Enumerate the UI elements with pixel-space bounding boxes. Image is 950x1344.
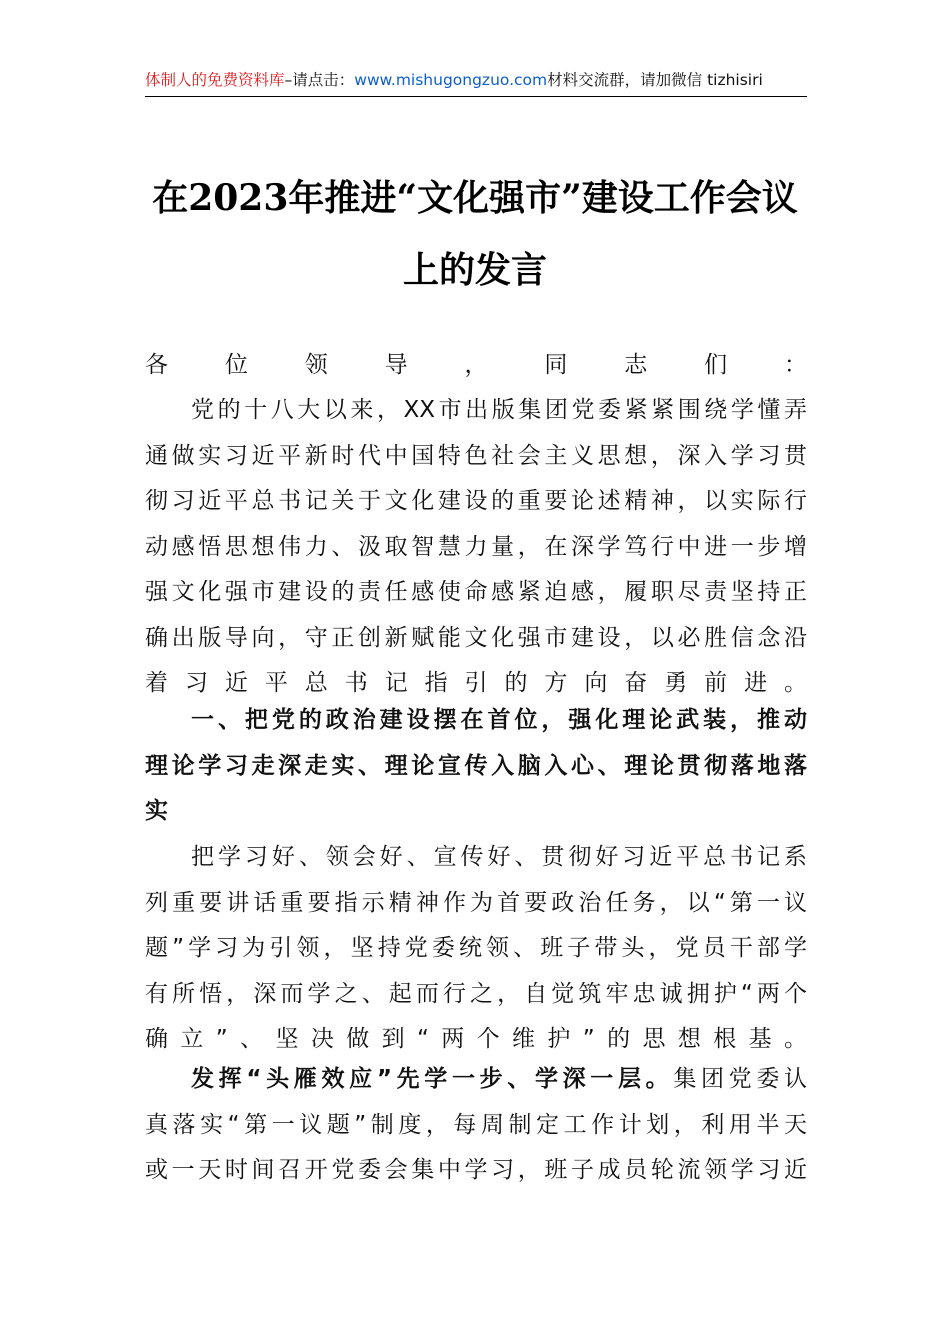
header-tail: 材料交流群，请加微信 tizhisiri: [547, 71, 763, 89]
header-prompt: –请点击：: [284, 71, 355, 89]
salutation: 各位领导，同志们：: [145, 352, 807, 378]
intro-line: 着习近平总书记指引的方向奋勇前进。: [145, 670, 807, 696]
paragraph-line: 把学习好、领会好、宣传好、贯彻好习近平总书记系: [191, 844, 807, 870]
subsection-lead-line: [145, 1057, 807, 1103]
intro-line: 强文化强市建设的责任感使命感紧迫感，履职尽责坚持正: [145, 579, 807, 605]
heading-line: 理论学习走深走实、理论宣传入脑入心、理论贯彻落地落: [145, 752, 807, 779]
intro-line: 确出版导向，守正创新赋能文化强市建设，以必胜信念沿: [145, 624, 807, 651]
intro-line: 彻习近平总书记关于文化建设的重要论述精神，以实际行: [145, 488, 807, 514]
header-link[interactable]: www.mishugongzuo.com: [354, 71, 548, 89]
header-brand: 体制人的免费资料库: [145, 71, 285, 89]
intro-line: 动感悟思想伟力、汲取智慧力量，在深学笃行中进一步增: [145, 533, 807, 560]
section-1-heading: [145, 698, 807, 835]
document-title-line-2: 上的发言: [402, 249, 547, 291]
paragraph-line: 列重要讲话重要指示精神作为首要政治任务，以“第一议: [145, 889, 807, 916]
intro-line: 党的十八大以来，XX市出版集团党委紧紧围绕学懂弄: [191, 397, 807, 423]
intro-paragraph: [145, 388, 807, 707]
section-1-paragraph: [145, 835, 807, 1063]
paragraph-line: 题”学习为引领，坚持党委统领、班子带头，党员干部学: [145, 935, 807, 961]
paragraph-line: 确立”、坚决做到“两个维护”的思想根基。: [145, 1026, 807, 1052]
subsection-paragraph: [145, 1057, 807, 1194]
heading-line: 一、把党的政治建设摆在首位，强化理论武装，推动: [191, 707, 807, 733]
document-title-line-1: 在2023年推进“文化强市”建设工作会议: [152, 177, 798, 219]
intro-line: 通做实习近平新时代中国特色社会主义思想，深入学习贯: [145, 442, 807, 469]
subsection-lead-rest: 集团党委认: [673, 1066, 807, 1092]
paragraph-line: 真落实“第一议题”制度，每周制定工作计划，利用半天: [145, 1111, 807, 1138]
subsection-lead-bold: 发挥“头雁效应”先学一步、学深一层。: [191, 1066, 674, 1092]
paragraph-line: 有所悟，深而学之、起而行之，自觉筑牢忠诚拥护“两个: [145, 980, 807, 1007]
heading-line: 实: [145, 798, 168, 824]
paragraph-line: 或一天时间召开党委会集中学习，班子成员轮流领学习近: [145, 1157, 807, 1183]
page-header: [145, 66, 807, 97]
salutation-block: [145, 343, 807, 389]
